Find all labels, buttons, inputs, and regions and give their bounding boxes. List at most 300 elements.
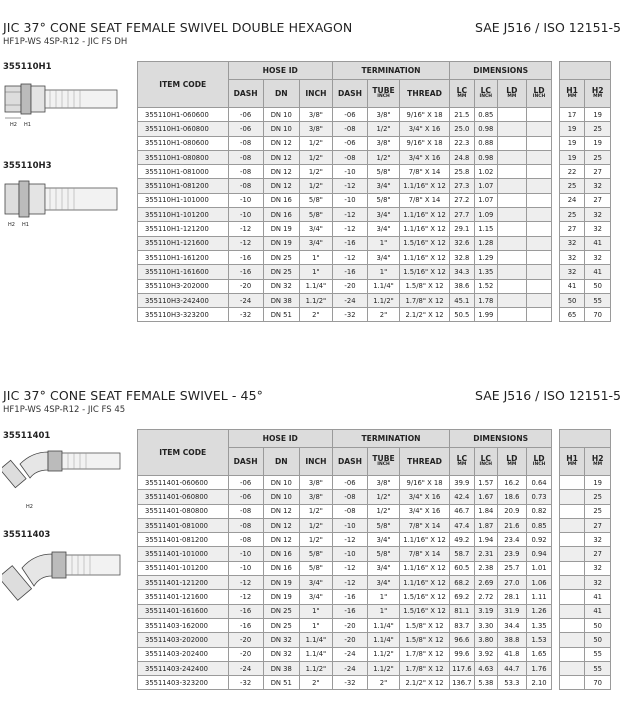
col-ld-label: LD (506, 86, 518, 96)
cell-ld-mm (498, 193, 527, 207)
cell-inch: 1.1/4" (299, 633, 332, 647)
cell-dn: DN 19 (263, 236, 299, 250)
cell-ld-inch (526, 308, 552, 322)
cell-ld-mm (498, 308, 527, 322)
col-h2-label: H2 (591, 454, 604, 464)
cell-lc-mm: 38.6 (450, 279, 475, 293)
cell-dash: -12 (228, 590, 263, 604)
table-row (138, 561, 611, 575)
cell-thread: 1.1/16" X 12 (400, 561, 450, 575)
cell-dash: -16 (228, 618, 263, 632)
cell-term-dash: -32 (332, 676, 367, 690)
spacer-cell (552, 108, 559, 122)
table-row (138, 518, 611, 532)
section-standard: SAE J516 / ISO 12151-5 (475, 388, 621, 403)
cell-dash: -08 (228, 150, 263, 164)
col-unit: INCH (532, 94, 546, 100)
cell-tube: 1" (368, 265, 400, 279)
cell-item-code: 355110H3-202000 (138, 279, 229, 293)
cell-lc-inch: 1.09 (474, 208, 497, 222)
table-body (138, 108, 611, 322)
table-row (138, 250, 611, 264)
cell-tube: 3/4" (368, 250, 400, 264)
cell-ld-mm: 23.4 (498, 533, 527, 547)
cell-h2: 70 (585, 308, 611, 322)
cell-lc-inch: 1.94 (474, 533, 497, 547)
cell-dn: DN 19 (263, 590, 299, 604)
cell-tube: 3/4" (368, 179, 400, 193)
cell-ld-inch: 1.11 (526, 590, 552, 604)
table-body (138, 476, 611, 690)
spacer-cell (552, 179, 559, 193)
fitting-drawing-45 (2, 442, 126, 514)
cell-lc-mm: 60.5 (450, 561, 475, 575)
cell-ld-inch: 1.65 (526, 647, 552, 661)
spacer-cell (552, 476, 559, 490)
table-row (138, 604, 611, 618)
cell-dash: -06 (228, 108, 263, 122)
cell-h2: 55 (585, 661, 611, 675)
cell-h2: 25 (585, 504, 611, 518)
cell-dn: DN 12 (263, 179, 299, 193)
cell-dash: -08 (228, 136, 263, 150)
cell-lc-mm: 27.3 (450, 179, 475, 193)
cell-inch: 2" (299, 308, 332, 322)
cell-thread: 1.1/16" X 12 (400, 222, 450, 236)
cell-term-dash: -06 (332, 476, 367, 490)
cell-term-dash: -08 (332, 150, 367, 164)
cell-dash: -32 (228, 676, 263, 690)
cell-inch: 1/2" (299, 533, 332, 547)
fitting-drawing-straight-large (2, 172, 126, 230)
spacer-cell (552, 150, 559, 164)
cell-dn: DN 16 (263, 547, 299, 561)
cell-lc-mm: 99.6 (450, 647, 475, 661)
cell-ld-inch: 0.85 (526, 518, 552, 532)
col-thread: THREAD (400, 448, 450, 476)
cell-dash: -08 (228, 165, 263, 179)
cell-thread: 1.7/8" X 12 (400, 647, 450, 661)
spec-table (137, 61, 611, 322)
cell-h1 (559, 518, 585, 532)
group-termination: TERMINATION (332, 430, 449, 448)
cell-lc-mm: 117.6 (450, 661, 475, 675)
cell-inch: 3/4" (299, 590, 332, 604)
cell-h1: 25 (559, 179, 585, 193)
cell-ld-mm: 34.4 (498, 618, 527, 632)
col-h1-label: H1 (566, 86, 578, 96)
col-ld-mm (498, 80, 527, 108)
col-ld-label: LD (506, 454, 518, 464)
cell-h2: 27 (585, 547, 611, 561)
cell-lc-inch: 1.67 (474, 490, 497, 504)
cell-item-code: 355110H1-060600 (138, 108, 229, 122)
cell-lc-mm: 47.4 (450, 518, 475, 532)
cell-h1: 32 (559, 250, 585, 264)
cell-lc-inch: 1.99 (474, 308, 497, 322)
cell-item-code: 35511401-161600 (138, 604, 229, 618)
cell-inch: 1.1/4" (299, 647, 332, 661)
col-inch: INCH (299, 448, 332, 476)
cell-lc-inch: 3.92 (474, 647, 497, 661)
cell-dn: DN 12 (263, 150, 299, 164)
cell-item-code: 355110H1-101000 (138, 193, 229, 207)
cell-ld-inch (526, 108, 552, 122)
cell-term-dash: -12 (332, 179, 367, 193)
part-label: 355110H3 (3, 161, 52, 171)
cell-lc-mm: 68.2 (450, 576, 475, 590)
cell-lc-inch: 2.38 (474, 561, 497, 575)
table-row (138, 136, 611, 150)
cell-term-dash: -12 (332, 222, 367, 236)
cell-inch: 3/4" (299, 222, 332, 236)
spacer-cell (552, 293, 559, 307)
spec-table (137, 429, 611, 690)
cell-item-code: 355110H1-121200 (138, 222, 229, 236)
cell-item-code: 35511401-121600 (138, 590, 229, 604)
cell-h2: 32 (585, 222, 611, 236)
cell-dn: DN 12 (263, 533, 299, 547)
col-h2-label: H2 (591, 86, 604, 96)
cell-lc-mm: 34.3 (450, 265, 475, 279)
col-lc-label: LC (480, 86, 491, 96)
cell-h1 (559, 661, 585, 675)
cell-dn: DN 12 (263, 504, 299, 518)
cell-dn: DN 10 (263, 122, 299, 136)
cell-item-code: 35511403-242400 (138, 661, 229, 675)
cell-h2: 32 (585, 208, 611, 222)
col-term-dash: DASH (332, 80, 367, 108)
spacer-cell (552, 236, 559, 250)
cell-ld-mm: 41.8 (498, 647, 527, 661)
table-row (138, 533, 611, 547)
table-row (138, 193, 611, 207)
cell-tube: 3/4" (368, 561, 400, 575)
cell-tube: 3/8" (368, 476, 400, 490)
col-tube (368, 448, 400, 476)
cell-tube: 1/2" (368, 122, 400, 136)
cell-lc-mm: 32.8 (450, 250, 475, 264)
cell-ld-inch: 1.35 (526, 618, 552, 632)
col-dash: DASH (228, 80, 263, 108)
cell-term-dash: -16 (332, 265, 367, 279)
section-standard: SAE J516 / ISO 12151-5 (475, 20, 621, 35)
cell-lc-mm: 136.7 (450, 676, 475, 690)
cell-dash: -20 (228, 633, 263, 647)
spacer-cell (552, 590, 559, 604)
cell-h1 (559, 547, 585, 561)
table-row (138, 676, 611, 690)
cell-h1: 22 (559, 165, 585, 179)
col-dash: DASH (228, 448, 263, 476)
cell-lc-inch: 2.72 (474, 590, 497, 604)
col-lc-label: LC (456, 86, 468, 96)
cell-ld-inch (526, 236, 552, 250)
cell-term-dash: -12 (332, 208, 367, 222)
cell-inch: 1/2" (299, 179, 332, 193)
cell-inch: 5/8" (299, 193, 332, 207)
cell-item-code: 355110H1-101200 (138, 208, 229, 222)
cell-term-dash: -24 (332, 647, 367, 661)
cell-tube: 3/4" (368, 533, 400, 547)
spacer-cell (552, 308, 559, 322)
section-subtitle: HF1P-WS 4SP-R12 - JIC FS 45 (3, 405, 126, 415)
cell-lc-mm: 39.9 (450, 476, 475, 490)
cell-term-dash: -08 (332, 122, 367, 136)
col-unit: INCH (377, 462, 390, 468)
cell-h2: 19 (585, 136, 611, 150)
cell-ld-inch: 0.73 (526, 490, 552, 504)
cell-thread: 3/4" X 16 (400, 122, 450, 136)
col-unit: MM (457, 94, 467, 100)
spacer-cell (552, 661, 559, 675)
cell-ld-mm (498, 250, 527, 264)
cell-thread: 2.1/2" X 12 (400, 308, 450, 322)
spacer-cell (552, 222, 559, 236)
cell-dn: DN 16 (263, 208, 299, 222)
cell-ld-inch (526, 136, 552, 150)
spacer-cell (552, 490, 559, 504)
cell-ld-mm: 44.7 (498, 661, 527, 675)
cell-lc-mm: 96.6 (450, 633, 475, 647)
cell-dash: -16 (228, 250, 263, 264)
cell-ld-mm (498, 208, 527, 222)
table-row (138, 150, 611, 164)
cell-ld-mm (498, 179, 527, 193)
cell-inch: 1/2" (299, 518, 332, 532)
cell-ld-inch: 1.53 (526, 633, 552, 647)
cell-item-code: 35511401-060600 (138, 476, 229, 490)
cell-item-code: 35511401-101200 (138, 561, 229, 575)
cell-h1 (559, 647, 585, 661)
col-dn: DN (263, 80, 299, 108)
cell-dash: -12 (228, 236, 263, 250)
cell-inch: 3/4" (299, 576, 332, 590)
cell-ld-inch (526, 165, 552, 179)
cell-lc-inch: 1.84 (474, 504, 497, 518)
col-h2 (585, 80, 611, 108)
cell-term-dash: -12 (332, 561, 367, 575)
col-term-dash: DASH (332, 448, 367, 476)
cell-thread: 1.5/16" X 12 (400, 265, 450, 279)
cell-thread: 1.5/16" X 12 (400, 236, 450, 250)
spacer-cell (552, 504, 559, 518)
cell-thread: 3/4" X 16 (400, 150, 450, 164)
table-row (138, 222, 611, 236)
cell-tube: 5/8" (368, 165, 400, 179)
cell-item-code: 35511403-162000 (138, 618, 229, 632)
cell-ld-mm: 38.8 (498, 633, 527, 647)
cell-thread: 7/8" X 14 (400, 165, 450, 179)
cell-thread: 1.1/16" X 12 (400, 576, 450, 590)
col-unit: MM (593, 94, 603, 100)
cell-item-code: 355110H1-080800 (138, 150, 229, 164)
cell-h2: 32 (585, 576, 611, 590)
cell-ld-inch: 0.64 (526, 476, 552, 490)
cell-dash: -16 (228, 265, 263, 279)
cell-thread: 1.5/8" X 12 (400, 279, 450, 293)
table-row (138, 179, 611, 193)
cell-dn: DN 19 (263, 222, 299, 236)
cell-dn: DN 25 (263, 250, 299, 264)
cell-dash: -06 (228, 122, 263, 136)
cell-lc-mm: 50.5 (450, 308, 475, 322)
cell-lc-mm: 81.1 (450, 604, 475, 618)
cell-lc-mm: 58.7 (450, 547, 475, 561)
cell-inch: 2" (299, 676, 332, 690)
cell-lc-mm: 27.7 (450, 208, 475, 222)
cell-h1: 32 (559, 265, 585, 279)
cell-inch: 3/4" (299, 236, 332, 250)
cell-lc-mm: 24.8 (450, 150, 475, 164)
cell-h2: 25 (585, 122, 611, 136)
cell-h1: 19 (559, 150, 585, 164)
cell-inch: 1" (299, 604, 332, 618)
cell-thread: 1.1/16" X 12 (400, 208, 450, 222)
cell-h1 (559, 476, 585, 490)
cell-thread: 1.1/16" X 12 (400, 250, 450, 264)
table-row (138, 122, 611, 136)
spacer-column (552, 62, 559, 108)
cell-lc-inch: 3.30 (474, 618, 497, 632)
dimension-label: H2 (26, 504, 33, 510)
dimension-label: H2 (10, 122, 17, 128)
table-row (138, 590, 611, 604)
cell-dn: DN 12 (263, 165, 299, 179)
cell-tube: 1/2" (368, 150, 400, 164)
cell-tube: 5/8" (368, 518, 400, 532)
col-unit: INCH (532, 462, 546, 468)
cell-item-code: 355110H1-081200 (138, 179, 229, 193)
group-dimensions-hex (559, 62, 610, 80)
cell-inch: 1.1/2" (299, 661, 332, 675)
cell-lc-inch: 1.28 (474, 236, 497, 250)
cell-inch: 1/2" (299, 504, 332, 518)
table-row (138, 504, 611, 518)
cell-thread: 1.5/8" X 12 (400, 633, 450, 647)
cell-term-dash: -12 (332, 533, 367, 547)
cell-dn: DN 10 (263, 476, 299, 490)
cell-dash: -16 (228, 604, 263, 618)
cell-thread: 3/4" X 16 (400, 490, 450, 504)
cell-h2: 27 (585, 518, 611, 532)
cell-dn: DN 51 (263, 308, 299, 322)
cell-h1: 19 (559, 136, 585, 150)
col-h1-label: H1 (566, 454, 578, 464)
cell-dn: DN 12 (263, 518, 299, 532)
cell-dn: DN 32 (263, 633, 299, 647)
cell-ld-inch: 0.94 (526, 547, 552, 561)
cell-tube: 1.1/4" (368, 633, 400, 647)
cell-ld-mm (498, 165, 527, 179)
group-hose-id: HOSE ID (228, 430, 332, 448)
cell-item-code: 355110H1-080600 (138, 136, 229, 150)
cell-ld-inch (526, 293, 552, 307)
cell-dash: -10 (228, 193, 263, 207)
cell-h1 (559, 590, 585, 604)
cell-tube: 5/8" (368, 547, 400, 561)
cell-tube: 3/4" (368, 208, 400, 222)
table-row (138, 633, 611, 647)
cell-term-dash: -20 (332, 279, 367, 293)
cell-lc-inch: 2.69 (474, 576, 497, 590)
cell-lc-inch: 3.80 (474, 633, 497, 647)
spacer-cell (552, 561, 559, 575)
cell-dash: -08 (228, 533, 263, 547)
cell-item-code: 355110H1-121600 (138, 236, 229, 250)
cell-tube: 1" (368, 236, 400, 250)
cell-tube: 1.1/4" (368, 618, 400, 632)
cell-ld-inch (526, 250, 552, 264)
cell-inch: 1.1/4" (299, 279, 332, 293)
cell-ld-inch: 1.26 (526, 604, 552, 618)
cell-term-dash: -12 (332, 250, 367, 264)
cell-thread: 1.7/8" X 12 (400, 661, 450, 675)
cell-ld-inch: 0.82 (526, 504, 552, 518)
cell-ld-mm: 27.0 (498, 576, 527, 590)
cell-dn: DN 38 (263, 293, 299, 307)
cell-item-code: 35511401-081000 (138, 518, 229, 532)
cell-dn: DN 25 (263, 604, 299, 618)
cell-item-code: 35511401-080800 (138, 504, 229, 518)
cell-item-code: 355110H3-323200 (138, 308, 229, 322)
cell-dn: DN 10 (263, 490, 299, 504)
cell-lc-inch: 0.98 (474, 122, 497, 136)
part-label: 355110H1 (3, 62, 52, 72)
table-row (138, 208, 611, 222)
cell-ld-inch (526, 150, 552, 164)
cell-term-dash: -06 (332, 136, 367, 150)
cell-item-code: 35511403-323200 (138, 676, 229, 690)
cell-ld-mm: 23.9 (498, 547, 527, 561)
cell-tube: 1" (368, 590, 400, 604)
cell-lc-mm: 32.6 (450, 236, 475, 250)
cell-ld-inch: 1.76 (526, 661, 552, 675)
cell-thread: 1.1/16" X 12 (400, 179, 450, 193)
cell-thread: 1.5/16" X 12 (400, 590, 450, 604)
cell-lc-inch: 0.85 (474, 108, 497, 122)
table-row (138, 647, 611, 661)
col-tube-label: TUBE (372, 86, 395, 96)
cell-ld-mm: 21.6 (498, 518, 527, 532)
cell-h2: 70 (585, 676, 611, 690)
cell-inch: 1/2" (299, 165, 332, 179)
col-unit: MM (507, 462, 517, 468)
col-lc-mm (450, 80, 475, 108)
col-inch: INCH (299, 80, 332, 108)
spacer-cell (552, 547, 559, 561)
spacer-cell (552, 633, 559, 647)
cell-tube: 1.1/2" (368, 293, 400, 307)
section-title: JIC 37° CONE SEAT FEMALE SWIVEL DOUBLE HEXAGON (3, 20, 353, 35)
cell-thread: 1.7/8" X 12 (400, 293, 450, 307)
cell-dn: DN 12 (263, 136, 299, 150)
group-dimensions: DIMENSIONS (450, 62, 552, 80)
cell-h2: 27 (585, 193, 611, 207)
cell-dn: DN 32 (263, 647, 299, 661)
cell-h1 (559, 533, 585, 547)
cell-inch: 3/8" (299, 490, 332, 504)
col-ld-inch (526, 448, 552, 476)
cell-lc-mm: 27.2 (450, 193, 475, 207)
cell-tube: 1.1/2" (368, 647, 400, 661)
section-subtitle: HF1P-WS 4SP-R12 - JIC FS DH (3, 37, 128, 47)
cell-dash: -10 (228, 561, 263, 575)
col-ld-label: LD (533, 454, 545, 464)
cell-h2: 50 (585, 279, 611, 293)
cell-thread: 1.5/8" X 12 (400, 618, 450, 632)
cell-dash: -08 (228, 179, 263, 193)
